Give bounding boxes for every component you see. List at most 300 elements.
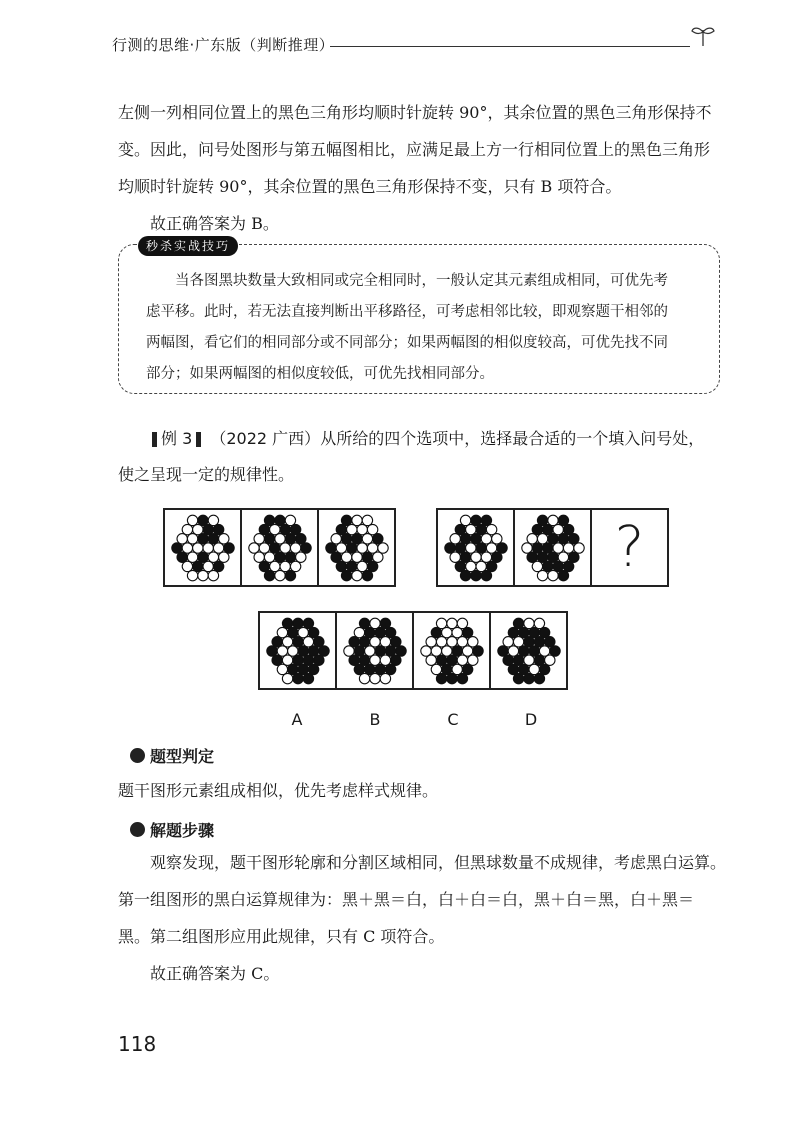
white-ball [481,533,491,543]
section-type-text: 题干图形元素组成相似，优先考虑样式规律。 [118,781,439,800]
white-ball [254,552,264,562]
white-ball [527,533,537,543]
example-source: （2022 广西） [210,429,321,448]
white-ball [450,533,460,543]
white-ball [436,618,446,628]
white-ball [532,561,542,571]
black-ball [351,533,361,543]
black-ball [298,664,308,674]
white-ball [523,618,533,628]
white-ball [462,645,472,655]
black-ball [444,542,454,552]
black-ball [313,655,323,665]
black-ball [298,645,308,655]
black-ball [457,673,467,683]
black-ball [359,655,369,665]
black-ball [264,533,274,543]
white-ball [457,636,467,646]
white-ball [182,542,192,552]
black-ball [446,655,456,665]
white-ball [280,561,290,571]
white-ball [192,542,202,552]
black-ball [537,552,547,562]
white-ball [187,533,197,543]
black-ball [534,636,544,646]
white-ball [465,542,475,552]
black-ball [364,664,374,674]
black-ball [385,627,395,637]
black-ball [446,673,456,683]
white-ball [277,664,287,674]
white-ball [460,515,470,525]
black-ball [558,533,568,543]
ball-hexagon-figure [417,616,487,686]
white-ball [544,655,554,665]
prev-solution-paragraph [118,94,730,242]
black-ball [470,570,480,580]
black-ball [460,570,470,580]
white-ball [282,655,292,665]
white-ball [208,515,218,525]
example-number: 例 3 [161,429,193,448]
black-ball [264,570,274,580]
white-ball [274,533,284,543]
white-ball [431,645,441,655]
black-ball [197,533,207,543]
figure-cell [165,510,242,585]
white-ball [503,636,513,646]
white-ball [553,542,563,552]
black-ball [385,645,395,655]
black-ball [532,542,542,552]
white-ball [369,655,379,665]
white-ball [177,533,187,543]
white-ball [213,542,223,552]
black-ball [308,627,318,637]
section-steps-paragraph [118,844,730,992]
option-label-a: A [291,710,303,729]
black-ball [336,561,346,571]
black-ball [547,552,557,562]
tip-text [146,266,694,390]
black-ball [346,561,356,571]
black-ball [513,655,523,665]
white-ball [369,618,379,628]
black-ball [462,664,472,674]
white-ball [274,570,284,580]
white-ball [197,570,207,580]
black-ball [213,524,223,534]
black-ball [534,673,544,683]
white-ball [539,645,549,655]
ball-hexagon-figure [441,513,511,583]
white-ball [470,552,480,562]
black-ball [462,627,472,637]
white-ball [295,552,305,562]
black-ball [527,552,537,562]
black-ball [354,664,364,674]
white-ball [452,664,462,674]
white-ball [547,515,557,525]
white-ball [346,524,356,534]
white-ball [467,636,477,646]
black-ball [568,552,578,562]
black-ball [547,533,557,543]
ball-hexagon-figure [340,616,410,686]
white-ball [523,655,533,665]
ball-hexagon-figure [518,513,588,583]
white-ball [357,524,367,534]
white-ball [187,515,197,525]
white-ball [354,627,364,637]
black-ball [390,655,400,665]
black-ball [303,655,313,665]
black-ball [292,673,302,683]
black-ball [563,524,573,534]
black-ball [497,645,507,655]
prev-answer: 故正确答案为 B。 [150,214,279,233]
black-ball [518,645,528,655]
section-bullet-icon [130,748,145,763]
black-ball [341,570,351,580]
white-ball [280,542,290,552]
steps-line: 观察发现，题干图形轮廓和分割区域相同，但黑球数量不成规律，考虑黑白运算。 [150,853,727,872]
black-ball [313,636,323,646]
black-ball [303,673,313,683]
black-ball [274,552,284,562]
white-ball [380,636,390,646]
white-ball [351,552,361,562]
sprout-icon [690,22,716,48]
white-ball [367,524,377,534]
black-ball [558,570,568,580]
white-ball [467,655,477,665]
white-ball [187,570,197,580]
black-ball [336,524,346,534]
white-ball [508,645,518,655]
black-ball [503,655,513,665]
option-label-d: D [524,710,538,729]
option-b-figure[interactable] [337,613,414,688]
option-label-c: C [447,710,459,729]
tip-line: 部分；如果两幅图的相似度较低，可优先找相同部分。 [146,366,494,382]
white-ball [481,552,491,562]
white-ball [192,524,202,534]
white-ball [303,636,313,646]
black-ball [441,664,451,674]
black-ball [269,542,279,552]
black-ball [534,655,544,665]
black-ball [460,533,470,543]
white-ball [269,561,279,571]
white-ball [534,618,544,628]
black-ball [455,524,465,534]
black-ball [513,618,523,628]
white-ball [465,561,475,571]
black-ball [491,552,501,562]
figure-cell [438,510,515,585]
black-ball [476,524,486,534]
black-ball [282,618,292,628]
black-ball [367,561,377,571]
white-ball [269,524,279,534]
white-ball [218,533,228,543]
tip-line: 两幅图，看它们的相同部分或不同部分；如果两幅图的相似度较高，可优先找不同 [146,335,668,351]
white-ball [203,561,213,571]
black-ball [362,570,372,580]
white-ball [553,524,563,534]
black-ball [364,627,374,637]
ball-hexagon-figure [263,616,333,686]
black-ball [481,515,491,525]
prev-solution-line: 左侧一列相同位置上的黑色三角形均顺时针旋转 90°，其余位置的黑色三角形保持不 [118,103,712,122]
white-ball [187,552,197,562]
header-rule [330,46,690,47]
white-ball [208,552,218,562]
section-heading-steps: 解题步骤 [150,821,215,840]
black-ball [431,627,441,637]
white-ball [372,552,382,562]
white-ball [364,645,374,655]
ball-hexagon-figure [168,513,238,583]
white-ball [259,542,269,552]
black-ball [539,664,549,674]
option-a-figure[interactable] [260,613,337,688]
black-ball [285,533,295,543]
white-ball [362,533,372,543]
black-ball [318,645,328,655]
black-ball [539,627,549,637]
tip-line: 虑平移。此时，若无法直接判断出平移路径，可考虑相邻比较，即观察题干相邻的 [146,304,668,320]
black-ball [395,645,405,655]
white-ball [277,645,287,655]
section-bullet-icon [130,822,145,837]
option-label-b: B [369,710,381,729]
black-ball [213,561,223,571]
figure-cell [319,510,394,585]
white-ball [343,645,353,655]
white-ball [431,664,441,674]
black-ball [472,645,482,655]
white-ball [277,627,287,637]
white-ball [426,655,436,665]
running-header: 行测的思维·广东版（判断推理） [112,36,335,54]
black-ball [197,552,207,562]
black-ball [537,515,547,525]
black-ball [380,618,390,628]
white-ball [486,524,496,534]
black-ball [529,645,539,655]
black-ball [287,664,297,674]
black-ball [295,533,305,543]
black-ball [349,636,359,646]
figure-cell [242,510,319,585]
black-ball [349,655,359,665]
white-ball [369,636,379,646]
prev-solution-line: 变。因此，问号处图形与第五幅图相比，应满足最上方一行相同位置上的黑色三角形 [118,140,711,159]
black-ball [259,561,269,571]
white-ball [547,570,557,580]
white-ball [351,570,361,580]
black-ball [346,542,356,552]
ball-hexagon-figure [245,513,315,583]
white-ball [457,655,467,665]
black-ball [285,570,295,580]
example-marker [152,432,157,447]
black-ball [354,645,364,655]
black-ball [177,552,187,562]
black-ball [341,515,351,525]
white-ball [380,655,390,665]
white-ball [203,542,213,552]
black-ball [359,618,369,628]
white-ball [287,645,297,655]
black-ball [272,636,282,646]
white-ball [513,636,523,646]
black-ball [290,524,300,534]
black-ball [470,533,480,543]
ball-hexagon-figure [322,513,392,583]
white-ball [377,542,387,552]
tip-label: 秒杀实战技巧 [138,236,238,256]
black-ball [460,552,470,562]
example-marker [196,432,201,447]
black-ball [542,561,552,571]
white-ball [298,627,308,637]
black-ball [508,664,518,674]
white-ball [331,533,341,543]
black-ball [292,636,302,646]
black-ball [549,645,559,655]
black-ball [203,524,213,534]
white-ball [290,542,300,552]
black-ball [375,627,385,637]
black-ball [300,542,310,552]
white-ball [380,673,390,683]
black-ball [359,636,369,646]
black-ball [563,561,573,571]
black-ball [553,561,563,571]
white-ball [282,636,292,646]
white-ball [441,645,451,655]
black-ball [529,627,539,637]
black-ball [303,618,313,628]
white-ball [290,561,300,571]
white-ball [182,561,192,571]
white-ball [426,636,436,646]
white-ball [537,570,547,580]
black-ball [171,542,181,552]
white-ball [420,645,430,655]
white-ball [537,533,547,543]
white-ball [357,542,367,552]
white-ball [465,524,475,534]
white-ball [341,552,351,562]
black-ball [496,542,506,552]
option-c-figure[interactable] [414,613,491,688]
black-ball [455,561,465,571]
black-ball [518,627,528,637]
white-ball [529,664,539,674]
black-ball [285,552,295,562]
black-ball [470,515,480,525]
white-ball [573,542,583,552]
black-ball [544,636,554,646]
white-ball [264,552,274,562]
steps-answer: 故正确答案为 C。 [150,964,280,983]
white-ball [446,636,456,646]
black-ball [455,542,465,552]
white-ball [285,515,295,525]
black-ball [292,655,302,665]
black-ball [197,515,207,525]
white-ball [521,542,531,552]
white-ball [182,524,192,534]
example-question-line1: 从所给的四个选项中，选择最合适的一个填入问号处， [320,429,705,448]
black-ball [523,673,533,683]
black-ball [385,664,395,674]
black-ball [223,542,233,552]
black-ball [331,552,341,562]
white-ball [441,627,451,637]
white-ball [446,618,456,628]
black-ball [542,524,552,534]
black-ball [375,645,385,655]
black-ball [308,664,318,674]
white-ball [282,673,292,683]
black-ball [568,533,578,543]
white-ball [359,673,369,683]
black-ball [452,645,462,655]
option-d-figure[interactable] [491,613,566,688]
stem-group-2 [436,508,669,587]
white-ball [254,533,264,543]
white-ball [351,515,361,525]
white-ball [248,542,258,552]
ball-hexagon-figure [494,616,564,686]
black-ball [266,645,276,655]
black-ball [390,636,400,646]
prev-solution-line: 均顺时针旋转 90°，其余位置的黑色三角形保持不变，只有 B 项符合。 [118,177,622,196]
white-ball [486,542,496,552]
white-ball [450,552,460,562]
figure-cell [515,510,592,585]
section-heading-type: 题型判定 [150,747,215,766]
black-ball [308,645,318,655]
question-mark: ? [614,515,645,580]
steps-line: 黑。第二组图形应用此规律，只有 C 项符合。 [118,927,445,946]
white-ball [357,561,367,571]
black-ball [508,627,518,637]
black-ball [287,627,297,637]
black-ball [274,515,284,525]
black-ball [341,533,351,543]
black-ball [325,542,335,552]
black-ball [518,664,528,674]
options-strip [258,611,568,690]
white-ball [558,552,568,562]
black-ball [208,533,218,543]
white-ball [491,533,501,543]
black-ball [523,636,533,646]
white-ball [218,552,228,562]
white-ball [367,542,377,552]
black-ball [436,673,446,683]
black-ball [558,515,568,525]
tip-line: 当各图黑块数量大致相同或完全相同时，一般认定其元素组成相同，可优先考 [175,273,668,289]
black-ball [436,655,446,665]
white-ball [563,542,573,552]
